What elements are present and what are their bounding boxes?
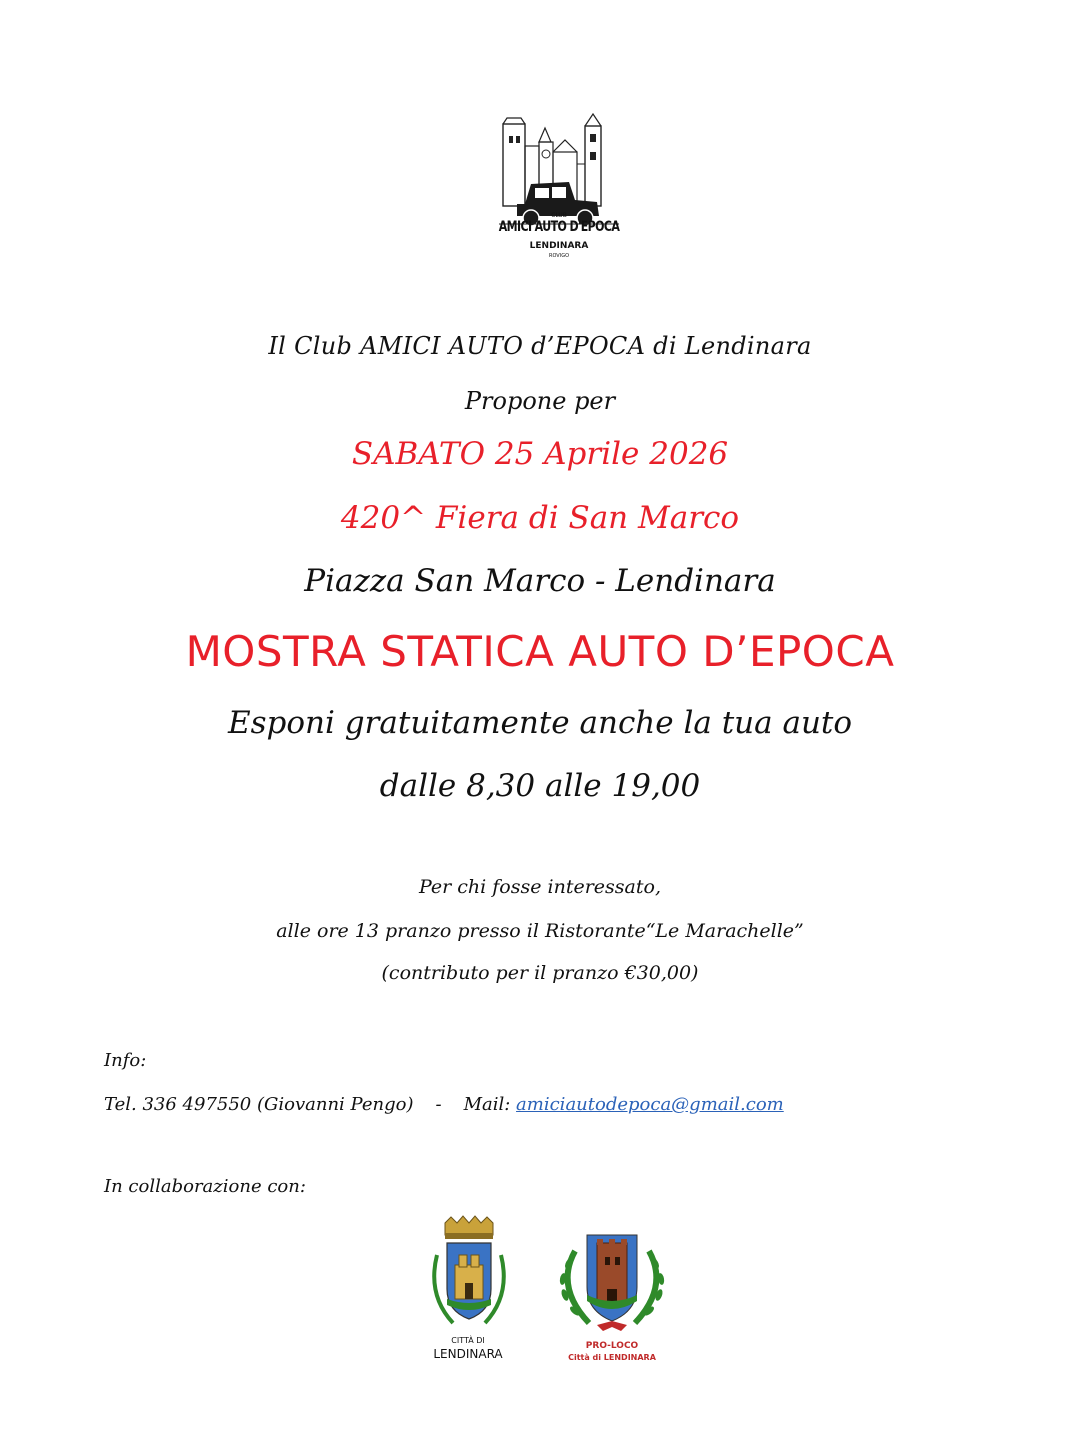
lunch-line-1: Per chi fosse interessato,	[418, 876, 661, 898]
lunch-line-3: (contributo per il pranzo €30,00)	[381, 962, 699, 984]
email-link[interactable]: amiciautodepoca@gmail.com	[516, 1094, 784, 1115]
event-place: Piazza San Marco - Lendinara	[304, 563, 776, 599]
mail-label: Mail:	[463, 1094, 511, 1115]
info-label: Info:	[104, 1050, 147, 1071]
collaboration-label: In collaborazione con:	[104, 1176, 306, 1197]
proloco-emblem-icon	[553, 1227, 671, 1337]
citta-logo-line-1: CITTÀ DI	[451, 1336, 485, 1345]
event-date: SABATO 25 Aprile 2026	[351, 436, 729, 472]
club-logo-club: CLUB	[551, 212, 567, 219]
invite-line: Esponi gratuitamente anche la tua auto	[227, 705, 853, 741]
club-intro: Il Club AMICI AUTO d’EPOCA di Lendinara	[268, 332, 812, 360]
club-logo-city: LENDINARA	[529, 241, 589, 251]
fair-name: 420^ Fiera di San Marco	[340, 500, 740, 536]
proposal-line: Propone per	[464, 387, 616, 415]
phone-text: Tel. 336 497550 (Giovanni Pengo)	[104, 1094, 414, 1115]
club-logo	[495, 112, 623, 264]
proloco-logo-line-1: PRO-LOCO	[585, 1341, 639, 1351]
event-title: MOSTRA STATICA AUTO D’EPOCA	[185, 627, 895, 676]
citta-lendinara-logo	[423, 1215, 513, 1365]
coat-of-arms-icon	[423, 1215, 513, 1335]
proloco-logo-line-2: Città di LENDINARA	[568, 1353, 656, 1362]
club-logo-province: ROVIGO	[548, 253, 570, 259]
lunch-line-2: alle ore 13 pranzo presso il Ristorante“Le Marachelle”	[276, 920, 804, 942]
contact-line	[104, 1094, 784, 1115]
proloco-logo	[553, 1227, 671, 1367]
event-hours: dalle 8,30 alle 19,00	[379, 768, 701, 804]
contact-separator: -	[435, 1094, 442, 1115]
citta-logo-line-2: LENDINARA	[433, 1347, 503, 1361]
club-logo-name: AMICI AUTO D'EPOCA	[498, 218, 620, 235]
